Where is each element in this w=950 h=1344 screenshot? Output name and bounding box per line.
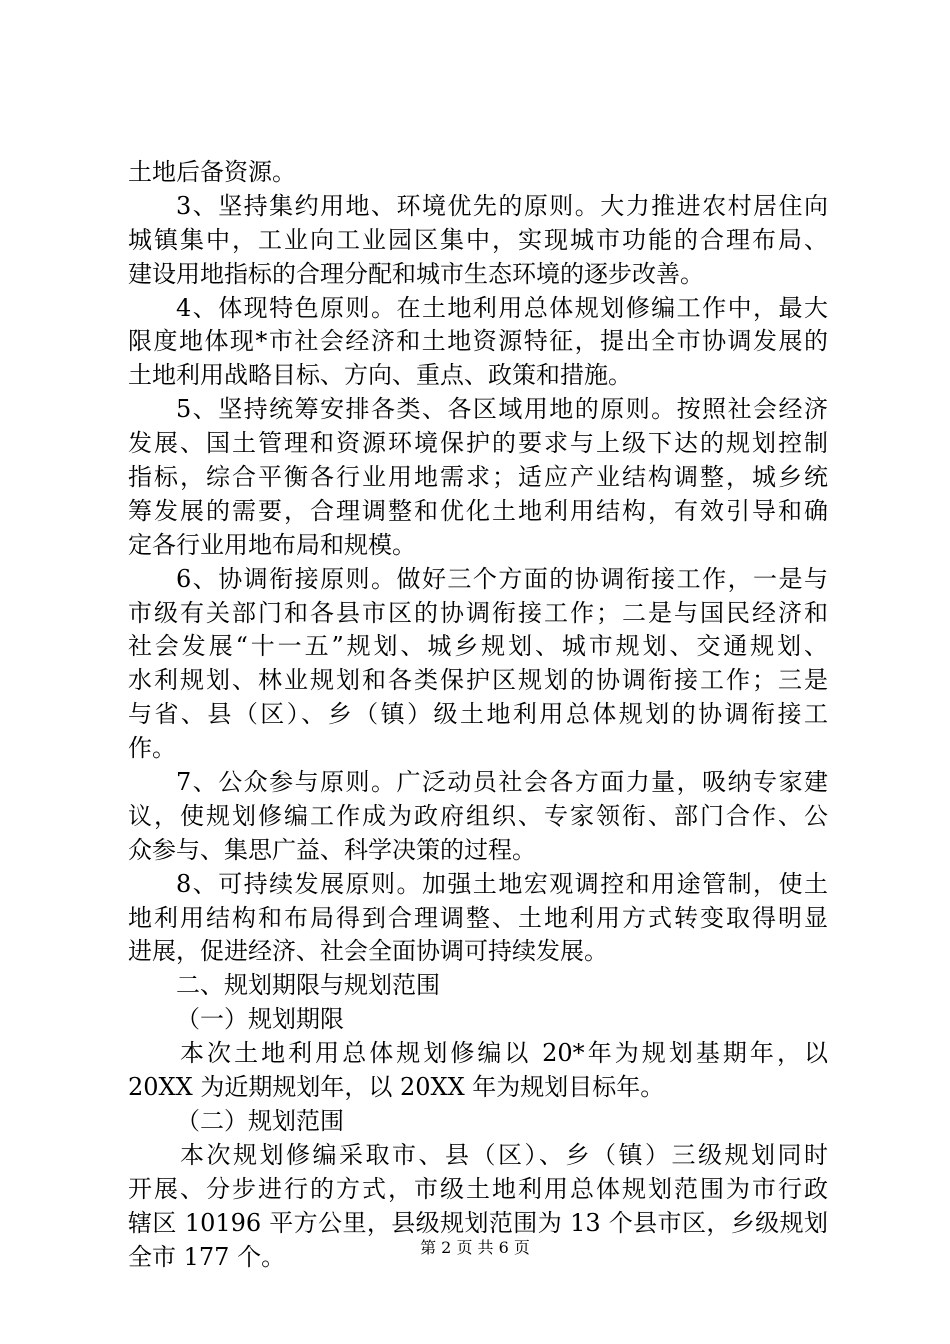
text-line: 水利规划、林业规划和各类保护区规划的协调衔接工作；三是 (128, 666, 828, 695)
text-line: 建设用地指标的合理分配和城市生态环境的逐步改善。 (128, 259, 704, 288)
text-line: 发展、国土管理和资源环境保护的要求与上级下达的规划控制 (128, 429, 828, 458)
text-line: 8、可持续发展原则。加强土地宏观调控和用途管制，使土 (176, 869, 828, 898)
text-line: 开展、分步进行的方式，市级土地利用总体规划范围为市行政 (128, 1174, 828, 1203)
text-line: 土地利用战略目标、方向、重点、政策和措施。 (128, 361, 632, 390)
text-line: 20XX 为近期规划年，以 20XX 年为规划目标年。 (128, 1073, 665, 1102)
text-line: 4、体现特色原则。在土地利用总体规划修编工作中，最大 (176, 293, 828, 322)
subsection-heading: （二）规划范围 (176, 1106, 344, 1135)
text-line: 议，使规划修编工作成为政府组织、专家领衔、部门合作、公 (128, 801, 828, 830)
text-line: 全市 177 个。 (128, 1242, 286, 1271)
text-line: 3、坚持集约用地、环境优先的原则。大力推进农村居住向 (176, 191, 828, 220)
text-line: 本次土地利用总体规划修编以 20*年为规划基期年，以 (180, 1039, 828, 1068)
document-body (128, 156, 828, 1274)
text-line: 定各行业用地布局和规模。 (128, 530, 416, 559)
subsection-heading: （一）规划期限 (176, 1005, 344, 1034)
text-line: 进展，促进经济、社会全面协调可持续发展。 (128, 937, 608, 966)
text-line: 市级有关部门和各县市区的协调衔接工作；二是与国民经济和 (128, 598, 828, 627)
text-line: 与省、县（区）、乡（镇）级土地利用总体规划的协调衔接工 (128, 700, 828, 729)
text-line: 6、协调衔接原则。做好三个方面的协调衔接工作，一是与 (176, 564, 828, 593)
text-line: 指标，综合平衡各行业用地需求；适应产业结构调整，城乡统 (128, 463, 828, 492)
text-line: 地利用结构和布局得到合理调整、土地利用方式转变取得明显 (128, 903, 828, 932)
text-line: 筹发展的需要，合理调整和优化土地利用结构，有效引导和确 (128, 496, 828, 525)
section-heading: 二、规划期限与规划范围 (176, 971, 440, 1000)
text-line: 7、公众参与原则。广泛动员社会各方面力量，吸纳专家建 (176, 768, 828, 797)
text-line: 作。 (128, 734, 176, 763)
text-line: 众参与、集思广益、科学决策的过程。 (128, 835, 536, 864)
text-line: 社会发展“十一五”规划、城乡规划、城市规划、交通规划、 (128, 632, 828, 661)
text-line: 城镇集中，工业向工业园区集中，实现城市功能的合理布局、 (128, 225, 828, 254)
text-line: 土地后备资源。 (128, 158, 296, 186)
text-line: 限度地体现*市社会经济和土地资源特征，提出全市协调发展的 (128, 327, 828, 356)
text-line: 辖区 10196 平方公里，县级规划范围为 13 个县市区，乡级规划 (128, 1208, 828, 1237)
text-line: 本次规划修编采取市、县（区）、乡（镇）三级规划同时 (180, 1140, 828, 1169)
page-number-footer: 第 2 页 共 6 页 (420, 1238, 530, 1257)
text-line: 5、坚持统筹安排各类、各区域用地的原则。按照社会经济 (176, 395, 828, 424)
